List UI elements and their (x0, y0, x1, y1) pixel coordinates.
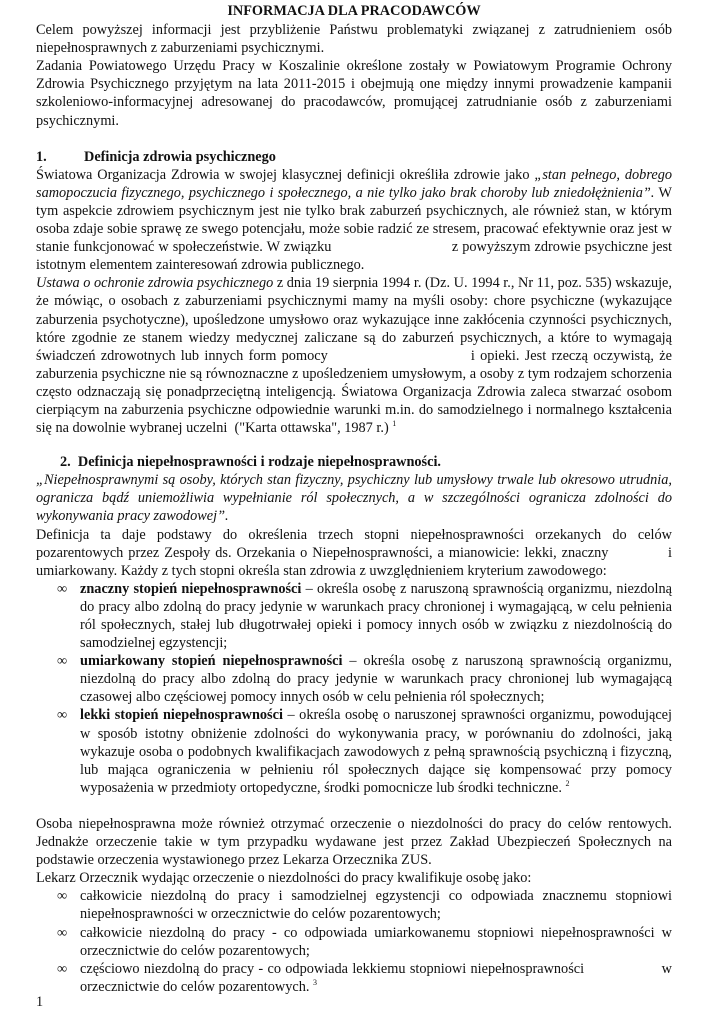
act-paragraph (36, 274, 676, 437)
footnote-ref-2[interactable]: 2 (565, 779, 570, 789)
degree-term: lekki stopień niepełnosprawności (80, 707, 283, 724)
incapacity-list (36, 887, 676, 996)
intro-paragraph-1: Celem powyższej informacji jest przybliżenie Państwu problematyki związanej z zatrudnieniem osób niepełnosprawnych z zaburzeniami psychicznymi. (36, 22, 672, 57)
document-body (36, 2, 676, 996)
pension-paragraph: Osoba niepełnosprawna może również otrzymać orzeczenie o niezdolności do pracy do celów rentowych. Jednakże orzeczenie takie w tym przypadku wydawane jest przez Zakład Ubezpieczeń Społecznych na podstawie orzeczenia wystawionego przez Lekarza Orzecznika ZUS. (36, 815, 672, 869)
incapacity-text: całkowicie niezdolną do pracy - co odpowiada umiarkowanemu stopniowi niepełnosprawności w orzecznictwie do celów pozarentowych; (80, 924, 672, 959)
intro-paragraph-2: Zadania Powiatowego Urzędu Pracy w Koszalinie określone zostały w Powiatowym Programie Ochrony Zdrowia Psychicznego przyjętym na lata 2011-2015 i obejmują one między innymi prowadzenie kampanii szkoleniowo-informacyjnej adresowanej do pracodawców, promującej zatrudnianie osób z zaburzeniami psychicznymi. (36, 58, 672, 129)
degree-description: – określa osobę z naruszoną sprawnością organizmu, niezdolną do pracy albo zdolną do pracy jedynie w warunkach pracy chronionej i wymagającą, w celu pełnienia ról społecznych, stałej lub długotrwałej opieki i pomocy innych osób w związku z niezdolnością do samodzielnej egzystencji; (80, 580, 673, 652)
act-title: Ustawa o ochronie zdrowia psychicznego (36, 275, 274, 292)
list-item-degree-moderate (36, 652, 672, 706)
degree-description: – określa osobę o naruszonej sprawności organizmu, powodującej w sposób istotny obniżenie zdolności do wykonywania pracy, w porównaniu do zdolności, jaką wykazuje osoba o podobnych kwalifikacjach zawodowych z pełną sprawnością psychiczną i fizyczną, lub mająca ograniczenia w pełnieniu ról społecznych dające się kompensować przy pomocy wyposażenia w przedmioty ortopedyczne, środki pomocnicze lub środki techniczne. (80, 707, 672, 796)
section-2-number: 2. (60, 454, 71, 471)
list-item-incapacity-partial (36, 960, 676, 996)
degree-term: umiarkowany stopień niepełnosprawności (80, 653, 343, 670)
page-number: 1 (36, 994, 44, 1010)
infinity-bullet-icon: ∞ (57, 888, 68, 905)
incapacity-text: częściowo niezdolną do pracy - co odpowiada lekkiemu stopniowi niepełnosprawności w orzecznictwie do celów pozarentowych. (80, 960, 676, 995)
list-item-degree-severe (36, 580, 672, 652)
list-item-incapacity-total-care (36, 887, 672, 923)
degree-description: – określa osobę z naruszoną sprawnością organizmu, niezdolną do pracy albo zdolną do pracy jedynie w warunkach pracy chronionej lub wymagającą czasowej albo częściowej pomocy innych osób w celu pełnienia ról społecznych; (80, 653, 673, 706)
footnote-ref-3[interactable]: 3 (313, 978, 318, 988)
certifier-lead-paragraph: Lekarz Orzecznik wydając orzeczenie o niezdolności do pracy kwalifikuje osobę jako: (36, 870, 532, 887)
section-1-title: Definicja zdrowia psychicznego (84, 148, 276, 165)
disability-degree-list (36, 580, 672, 797)
section-1-number: 1. (36, 148, 47, 165)
who-definition-paragraph (36, 166, 676, 275)
section-1-heading (36, 148, 672, 166)
infinity-bullet-icon: ∞ (57, 960, 68, 977)
who-intro-text: Światowa Organizacja Zdrowia w swojej klasycznej definicji określiła zdrowie jako (36, 166, 535, 183)
footnote-ref-1[interactable]: 1 (392, 419, 397, 429)
incapacity-text: całkowicie niezdolną do pracy i samodzielnej egzystencji co odpowiada znacznemu stopniowi niepełnosprawności w orzecznictwie do celów pozarentowych; (80, 888, 672, 923)
infinity-bullet-icon: ∞ (57, 707, 68, 724)
infinity-bullet-icon: ∞ (57, 580, 68, 597)
infinity-bullet-icon: ∞ (57, 924, 68, 941)
degrees-intro-paragraph: Definicja ta daje podstawy do określenia trzech stopni niepełnosprawności orzekanych do celów pozarentowych przez Zespoły ds. Orzekania o Niepełnosprawności, a mianowicie: lekki, znaczny i umiarkowany. Każdy z tych stopni określa stan zdrowia z uwzględnieniem kryterium zawodowego: (36, 526, 676, 579)
section-2-heading (36, 453, 672, 471)
who-quote: „stan pełnego, dobrego samopoczucia fizycznego, psychicznego i społecznego, a nie tylko jako brak choroby lub zniedołężnienia”. (36, 166, 672, 201)
degree-term: znaczny stopień niepełnosprawności (80, 580, 302, 597)
list-item-degree-mild (36, 706, 672, 796)
disability-definition-quote (36, 471, 672, 525)
disability-quote: „Niepełnosprawnymi są osoby, których stan fizyczny, psychiczny lub umysłowy trwale lub okresowo utrudnia, ogranicza bądź uniemożliwia wypełnianie ról społecznych, a w szczególności ogranicza zdolności do wykonywania pracy zawodowej”. (36, 472, 672, 525)
act-text: z dnia 19 sierpnia 1994 r. (Dz. U. 1994 r., Nr 11, poz. 535) wskazuje, że mówiąc, o osobach z zaburzeniami psychicznymi mamy na myśli osoby: chore psychiczne (wykazujące zaburzenia psychotyczne), upośledzone umysłowo oraz wykazujące inne zakłócenia czynności psychicznych, które zgodnie ze stanem wiedzy medycznej zaliczane są do zaburzeń psychicznych, a które to wymagają świadczeń zdrowotnych lub innych form pomocy i opieki. Jest rzeczą oczywistą, że zaburzenia psychiczne nie są równoznaczne z upośledzeniem umysłowym, a osoby z tym rodzajem schorzenia często odznaczają się ponadprzeciętną inteligencją. Światowa Organizacja Zdrowia zaleca stwarzać osobom cierpiącym na zaburzenia psychiczne odpowiednie warunki m.in. do samodzielnego i normalnego kształcenia się na dowolnie wybranej uczelni ("Karta ottawska", 1987 r.) (36, 275, 676, 437)
list-item-incapacity-total (36, 924, 672, 960)
section-2-title: Definicja niepełnosprawności i rodzaje niepełnosprawności. (77, 454, 442, 471)
infinity-bullet-icon: ∞ (57, 653, 68, 670)
who-continuation: W tym aspekcie zdrowiem psychicznym jest nie tylko brak zaburzeń psychicznych, ale również stan, w którym osoba zdaje sobie sprawę ze swego potencjału, może sobie radzić ze stresem, pracować efektywnie oraz jest w stanie funkcjonować w społeczeństwie. W związku z powyższym zdrowie psychiczne jest istotnym elementem zainteresowań zdrowia publicznego. (36, 184, 676, 274)
page-title: INFORMACJA DLA PRACODAWCÓW (227, 3, 481, 19)
